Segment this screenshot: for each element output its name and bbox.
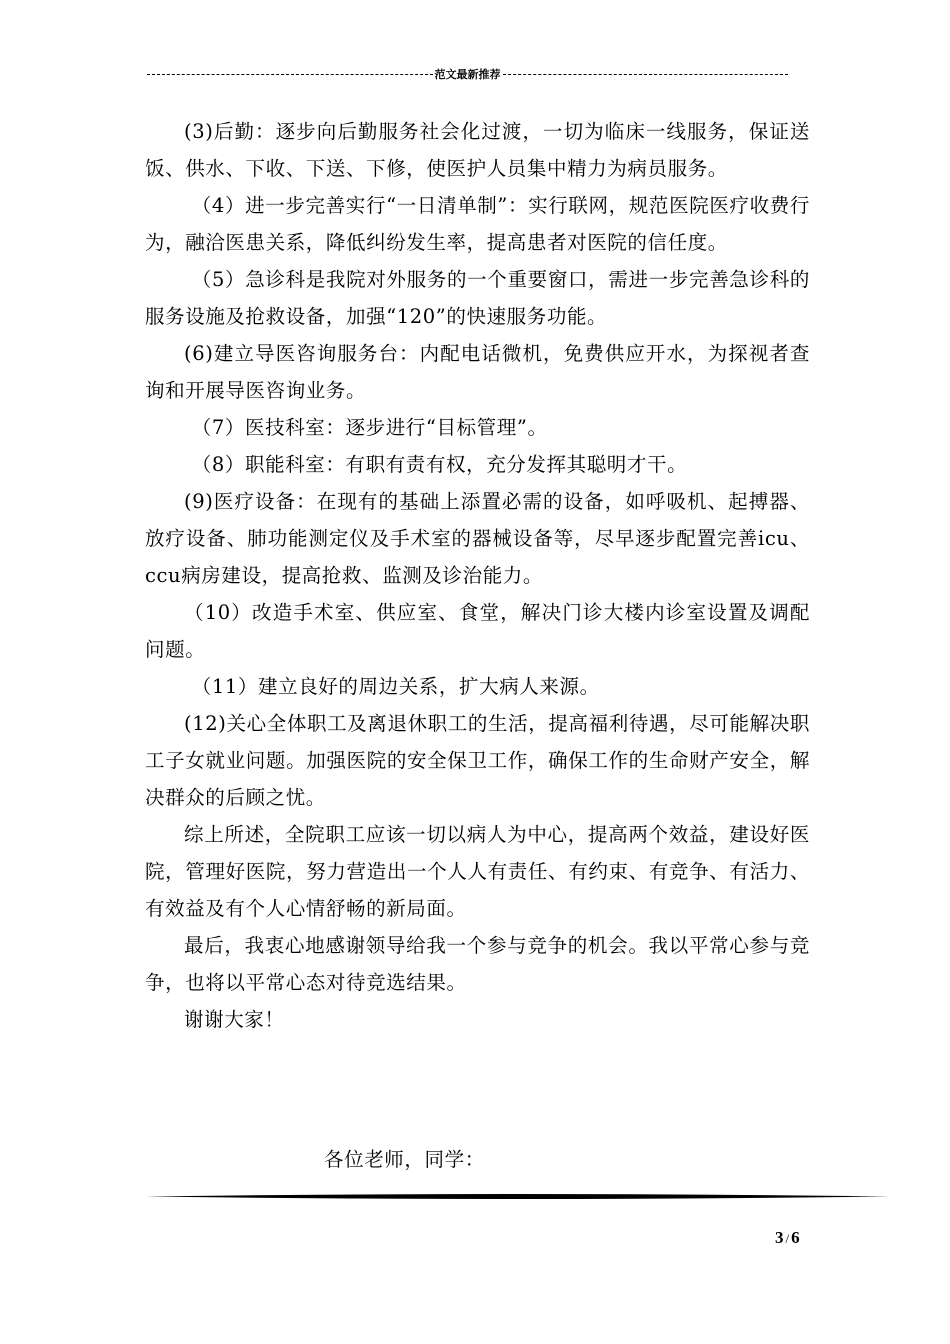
paragraph-thanks-leaders: 最后，我衷心地感谢领导给我一个参与竞争的机会。我以平常心参与竞争，也将以平常心态对待竞选结果。 (145, 934, 810, 994)
paragraph-closing: 谢谢大家！ (184, 1008, 285, 1031)
page-current: 3 (775, 1228, 784, 1247)
paragraph-help-desk: (6)建立导医咨询服务台：内配电话微机，免费供应开水，为探视者查询和开展导医咨询业务。 (145, 342, 810, 402)
paragraph-billing: （4）进一步完善实行“一日清单制”：实行联网，规范医院医疗收费行为，融洽医患关系，降低纠纷发生率，提高患者对医院的信任度。 (145, 194, 810, 254)
page-total: 6 (791, 1228, 800, 1247)
paragraph-medical-tech: （7）医技科室：逐步进行“目标管理”。 (191, 416, 548, 439)
page-number (775, 1228, 800, 1248)
page-separator: / (785, 1231, 790, 1246)
paragraph-renovation: （10）改造手术室、供应室、食堂，解决门诊大楼内诊室设置及调配问题。 (145, 601, 810, 661)
paragraph-logistics: (3)后勤：逐步向后勤服务社会化过渡，一切为临床一线服务，保证送饭、供水、下收、下送、下修，使医护人员集中精力为病员服务。 (145, 120, 810, 180)
document-body (145, 113, 810, 1038)
paragraph-relations: （11）建立良好的周边关系，扩大病人来源。 (191, 675, 600, 698)
paragraph-staff-care: (12)关心全体职工及离退休职工的生活，提高福利待遇，尽可能解决职工子女就业问题。加强医院的安全保卫工作，确保工作的生命财产安全，解决群众的后顾之忧。 (145, 712, 810, 809)
paragraph-emergency: （5）急诊科是我院对外服务的一个重要窗口，需进一步完善急诊科的服务设施及抢救设备，加强“120”的快速服务功能。 (145, 268, 810, 328)
header-title: 范文最新推荐 (434, 68, 501, 81)
footer-rule (145, 1193, 890, 1200)
greeting-line: 各位老师，同学： (324, 1148, 485, 1171)
page-header (145, 64, 790, 84)
paragraph-summary: 综上所述，全院职工应该一切以病人为中心，提高两个效益，建设好医院，管理好医院，努力营造出一个人人有责任、有约束、有竞争、有活力、有效益及有个人心情舒畅的新局面。 (145, 823, 810, 920)
paragraph-functional: （8）职能科室：有职有责有权，充分发挥其聪明才干。 (191, 453, 688, 476)
header-dashes-right (503, 74, 789, 75)
paragraph-equipment: (9)医疗设备：在现有的基础上添置必需的设备，如呼吸机、起搏器、放疗设备、肺功能测定仪及手术室的器械设备等，尽早逐步配置完善icu、ccu病房建设，提高抢救、监测及诊治能力。 (145, 490, 810, 587)
header-dashes-left (147, 74, 433, 75)
